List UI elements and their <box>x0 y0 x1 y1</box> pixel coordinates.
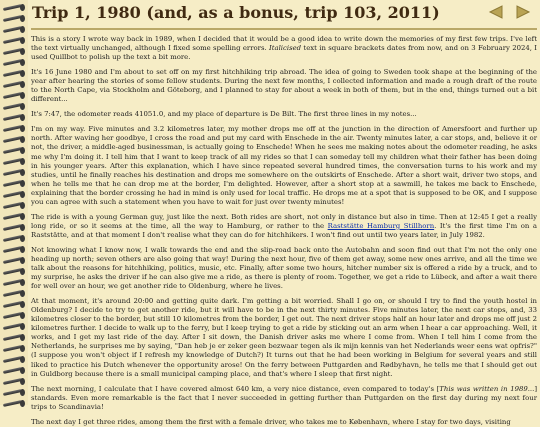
binding-ring <box>3 158 25 166</box>
paragraph: It's 7:47, the odometer reads 41051.0, and my place of departure is De Bilt. The first three lines in my notes... <box>31 110 417 119</box>
binding-ring <box>3 180 25 188</box>
binding-ring <box>3 246 25 254</box>
page-title: Trip 1, 1980 (and, as a bonus, trip 103, 2011) <box>32 3 440 22</box>
binding-ring <box>3 235 25 243</box>
binding-ring <box>3 323 25 331</box>
spiral-binding <box>0 0 28 405</box>
paragraph: The ride is with a young German guy, just like the next. Both rides are short, not only in distance but also in time. Then at 12:45 I get a really long ride, or so it seems at the time, all the way to Hamburg, or rather to the Raststätte Hamburg Stillhorn. It's the first time I'm on a Raststätte, and at that moment I don't realise what they can do for hitchhikers. I won't find out until two years later, in July 1982. <box>31 212 537 239</box>
binding-ring <box>3 312 25 320</box>
binding-ring <box>3 202 25 210</box>
binding-ring <box>3 4 25 12</box>
binding-ring <box>3 15 25 23</box>
binding-ring <box>3 114 25 122</box>
arrow-right-icon[interactable] <box>511 5 531 19</box>
binding-ring <box>3 224 25 232</box>
binding-ring <box>3 81 25 89</box>
emphasis: This was written in 1989... <box>439 384 535 393</box>
binding-ring <box>3 389 25 397</box>
binding-ring <box>3 301 25 309</box>
paragraph: The next day I get three rides, among them the first with a female driver, who takes me to København, where I stay for two days, visiting <box>31 417 511 426</box>
binding-ring <box>3 92 25 100</box>
binding-ring <box>3 268 25 276</box>
binding-ring <box>3 257 25 265</box>
paragraph: The next morning, I calculate that I have covered almost 640 km, a very nice distance, even compared to today's [This was written in 1989...] standards. Even more remarkable is the fact that I never succeeded in getting further than Puttgarden on the first day during my next four trips to Scandinavia! <box>31 384 538 411</box>
binding-ring <box>3 279 25 287</box>
binding-ring <box>3 48 25 56</box>
binding-ring <box>3 125 25 133</box>
binding-ring <box>3 400 25 408</box>
page-header <box>31 0 537 30</box>
binding-ring <box>3 26 25 34</box>
paragraph: I'm on my way. Five minutes and 3.2 kilometres later, my mother drops me off at the junction in the direction of Amersfoort and further up north. After waving her goodbye, I cross the road and put my card with Enschede in the air. Twenty minutes later, a car stops, and, believe it or not, the driver, a middle-aged businessman, is actually going to Enschede! When he sees me making notes about the odometer reading, he asks me why I'm doing it. I tell him that I want to keep track of all my rides so that I can someday tell my children what their father has been doing in his younger years. After this explanation, which I have since repeated several hundred times, the conversation turns to his work and my studies, until he finally reaches his destination and drops me somewhere on the outskirts of Enschede. After a short wait, driver two stops, and when he tells me that he can drop me at the border, I'm delighted. However, after a short stop at a sawmill, he takes me back to Enschede, explaining that the border crossing he had in mind is only used for local traffic. He drops me at a spot that is supposed to be OK, and I suppose you can agree with such a statement when you have to wait for just over twenty minutes! <box>31 125 537 206</box>
binding-ring <box>3 290 25 298</box>
binding-ring <box>3 356 25 364</box>
binding-ring <box>3 147 25 155</box>
binding-ring <box>3 169 25 177</box>
raststaette-link[interactable]: Raststätte Hamburg Stillhorn <box>327 221 435 230</box>
paragraph: It's 16 June 1980 and I'm about to set off on my first hitchhiking trip abroad. The idea of going to Sweden took shape at the beginning of the year after hearing the stories of some fellow students. During the next few months, I collected information and made a rough draft of the route to the North Cape, via Stockholm and Göteborg, and I planned to stay for about a week in both of them, but in the end, things turned out a bit different... <box>31 68 537 104</box>
binding-ring <box>3 334 25 342</box>
arrow-left-icon[interactable] <box>488 5 508 19</box>
article-body <box>31 30 537 427</box>
binding-ring <box>3 70 25 78</box>
paragraph: Not knowing what I know now, I walk towards the end and the slip-road back onto the Autobahn and soon find out that I'm not the only one heading up north; seven others are also going that way! During the next hour, five of them get away, some new ones arrive, and all the time we talk about the reasons for hitchhiking, politics, music, etc. Finally, after some two hours, hitcher number six is offered a ride by a truck, and to my surprise, he asks the driver if he can also give me a ride, as there is plenty of room. Together, we get a ride to Lübeck, and after a wait there for well over an hour, we get another ride to Oldenburg, where he lives. <box>31 245 537 291</box>
binding-ring <box>3 367 25 375</box>
paragraph: This is a story I wrote way back in 1989, when I decided that it would be a good idea to write down the memories of my first few trips. I've left the text virtually unchanged, although I fixed some spelling errors. Italicised text in square brackets dates from now, and on 3 February 2024, I used Quillbot to polish up the text a bit more. <box>31 35 537 62</box>
binding-ring <box>3 345 25 353</box>
paragraph: At that moment, it's around 20:00 and getting quite dark. I'm getting a bit worried. Shall I go on, or should I try to find the youth hostel in Oldenburg? I decide to try to get another ride, but it will have to be in the next thirty minutes. Five minutes later, the next car stops, and, 33 kilometres closer to the border, but still 10 kilometres from the border, I get out. The next driver stops half an hour later and drops me off just 2 kilometres further. I decide to walk up to the ferry, but I keep trying to get a ride by sticking out an arm when I hear a car approaching. Well, it works, and I get my last ride of the day. After I sit down, the Danish driver asks me where I come from. When I tell him I come from the Netherlands, he surprises me by saying, "Dan heb je er zeker geen bezwaar tegen als ik mijn kennis van het Nederlands weer eens wat opfris?" (I suppose you won't object if I refresh my knowledge of Dutch?) It turns out that he had been working in Belgium for several years and still liked to practice his Dutch whenever the opportunity arose! On the ferry between Puttgarden and Rødbyhavn, he tells me that I should get out in Guldborg because there is a small municipal camping place, and that's where I sleep that first night. <box>31 297 537 378</box>
binding-ring <box>3 213 25 221</box>
binding-ring <box>3 191 25 199</box>
page-navigation <box>488 5 531 19</box>
emphasis: Italicised <box>269 44 302 53</box>
binding-ring <box>3 59 25 67</box>
binding-ring <box>3 103 25 111</box>
binding-ring <box>3 136 25 144</box>
binding-ring <box>3 37 25 45</box>
page <box>31 0 538 426</box>
binding-ring <box>3 378 25 386</box>
